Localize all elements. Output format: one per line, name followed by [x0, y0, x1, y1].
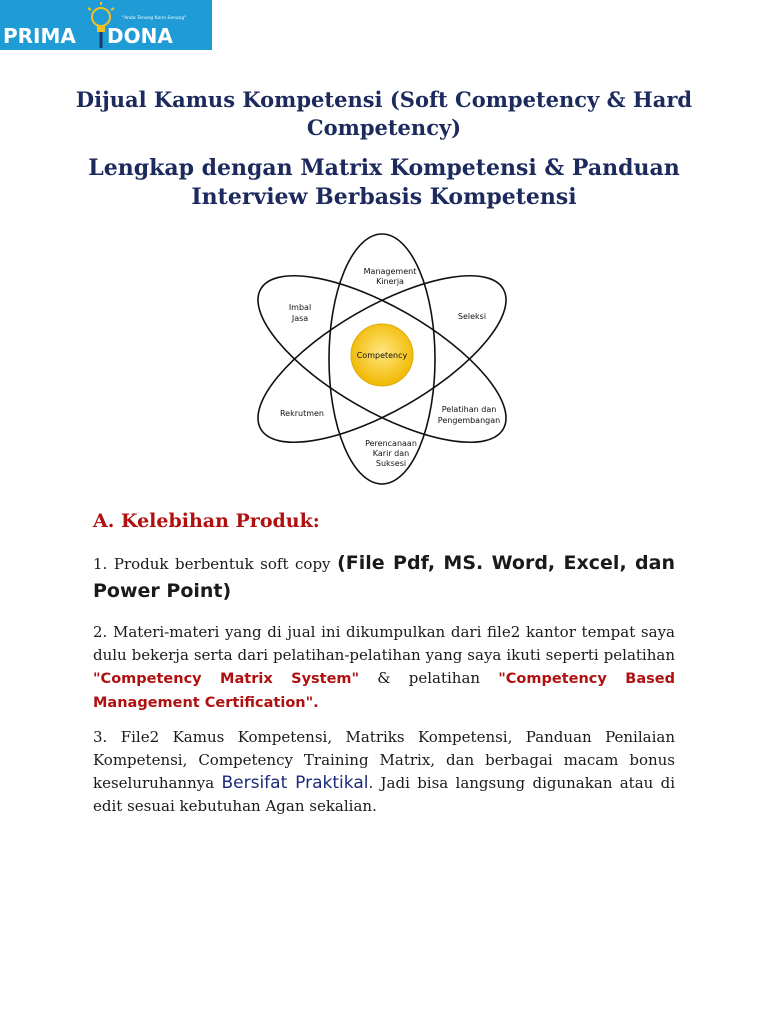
label-perencanaan: Perencanaan — [365, 439, 417, 448]
label-kinerja: Kinerja — [376, 277, 404, 286]
list-item-2 — [93, 621, 675, 715]
item-3-emphasis: Bersifat Praktikal — [221, 773, 369, 793]
page-subtitle: Lengkap dengan Matrix Kompetensi & Panduan Interview Berbasis Kompetensi — [88, 155, 680, 210]
label-management: Management — [363, 267, 417, 276]
label-pelatihan: Pelatihan dan — [441, 405, 497, 414]
item-3-text-end: . Jadi bisa langsung digunakan atau di edit sesuai kebutuhan Agan sekalian. — [93, 774, 675, 815]
section-heading: A. Kelebihan Produk: — [93, 510, 320, 532]
label-suksesi: Suksesi — [375, 459, 407, 468]
label-imbal: Imbal — [288, 303, 312, 312]
item-3-text: 3. File2 Kamus Kompetensi, Matriks Kompetensi, Panduan Penilaian Kompetensi, Competency Training Matrix, dan berbagai macam bonus keseluruhannya — [93, 728, 675, 792]
title-block — [60, 86, 708, 212]
page-title: Dijual Kamus Kompetensi (Soft Competency & Hard Competency) — [75, 87, 693, 140]
label-seleksi: Seleksi — [457, 312, 487, 321]
item-1-formats: (File Pdf, MS. Word, Excel, dan Power Point) — [93, 552, 676, 602]
label-karir-dan: Karir dan — [372, 449, 410, 458]
list-item-1 — [93, 549, 675, 605]
item-2-training-2: "Competency Based Management Certification". — [93, 671, 675, 711]
item-1-text: 1. Produk berbentuk soft copy — [93, 555, 338, 573]
logo-right-text: DONA — [107, 24, 173, 48]
competency-atom-diagram — [252, 238, 512, 490]
logo-tagline: "Anda Tenang Kami Senang" — [122, 16, 187, 21]
item-2-connector: & pelatihan — [359, 669, 499, 687]
item-2-text: 2. Materi-materi yang di jual ini dikumpulkan dari file2 kantor tempat saya dulu bekerja serta dari pelatihan-pelatihan yang saya ikuti seperti pelatihan — [93, 623, 675, 664]
competency-label: Competency — [356, 351, 408, 360]
label-jasa: Jasa — [291, 314, 309, 323]
item-2-training-1: "Competency Matrix System" — [93, 671, 360, 687]
primadona-logo — [0, 0, 212, 50]
label-rekrutmen: Rekrutmen — [279, 409, 325, 418]
logo-left-text: PRIMA — [3, 24, 76, 48]
label-pengembangan: Pengembangan — [437, 416, 501, 425]
list-item-3 — [93, 726, 675, 818]
